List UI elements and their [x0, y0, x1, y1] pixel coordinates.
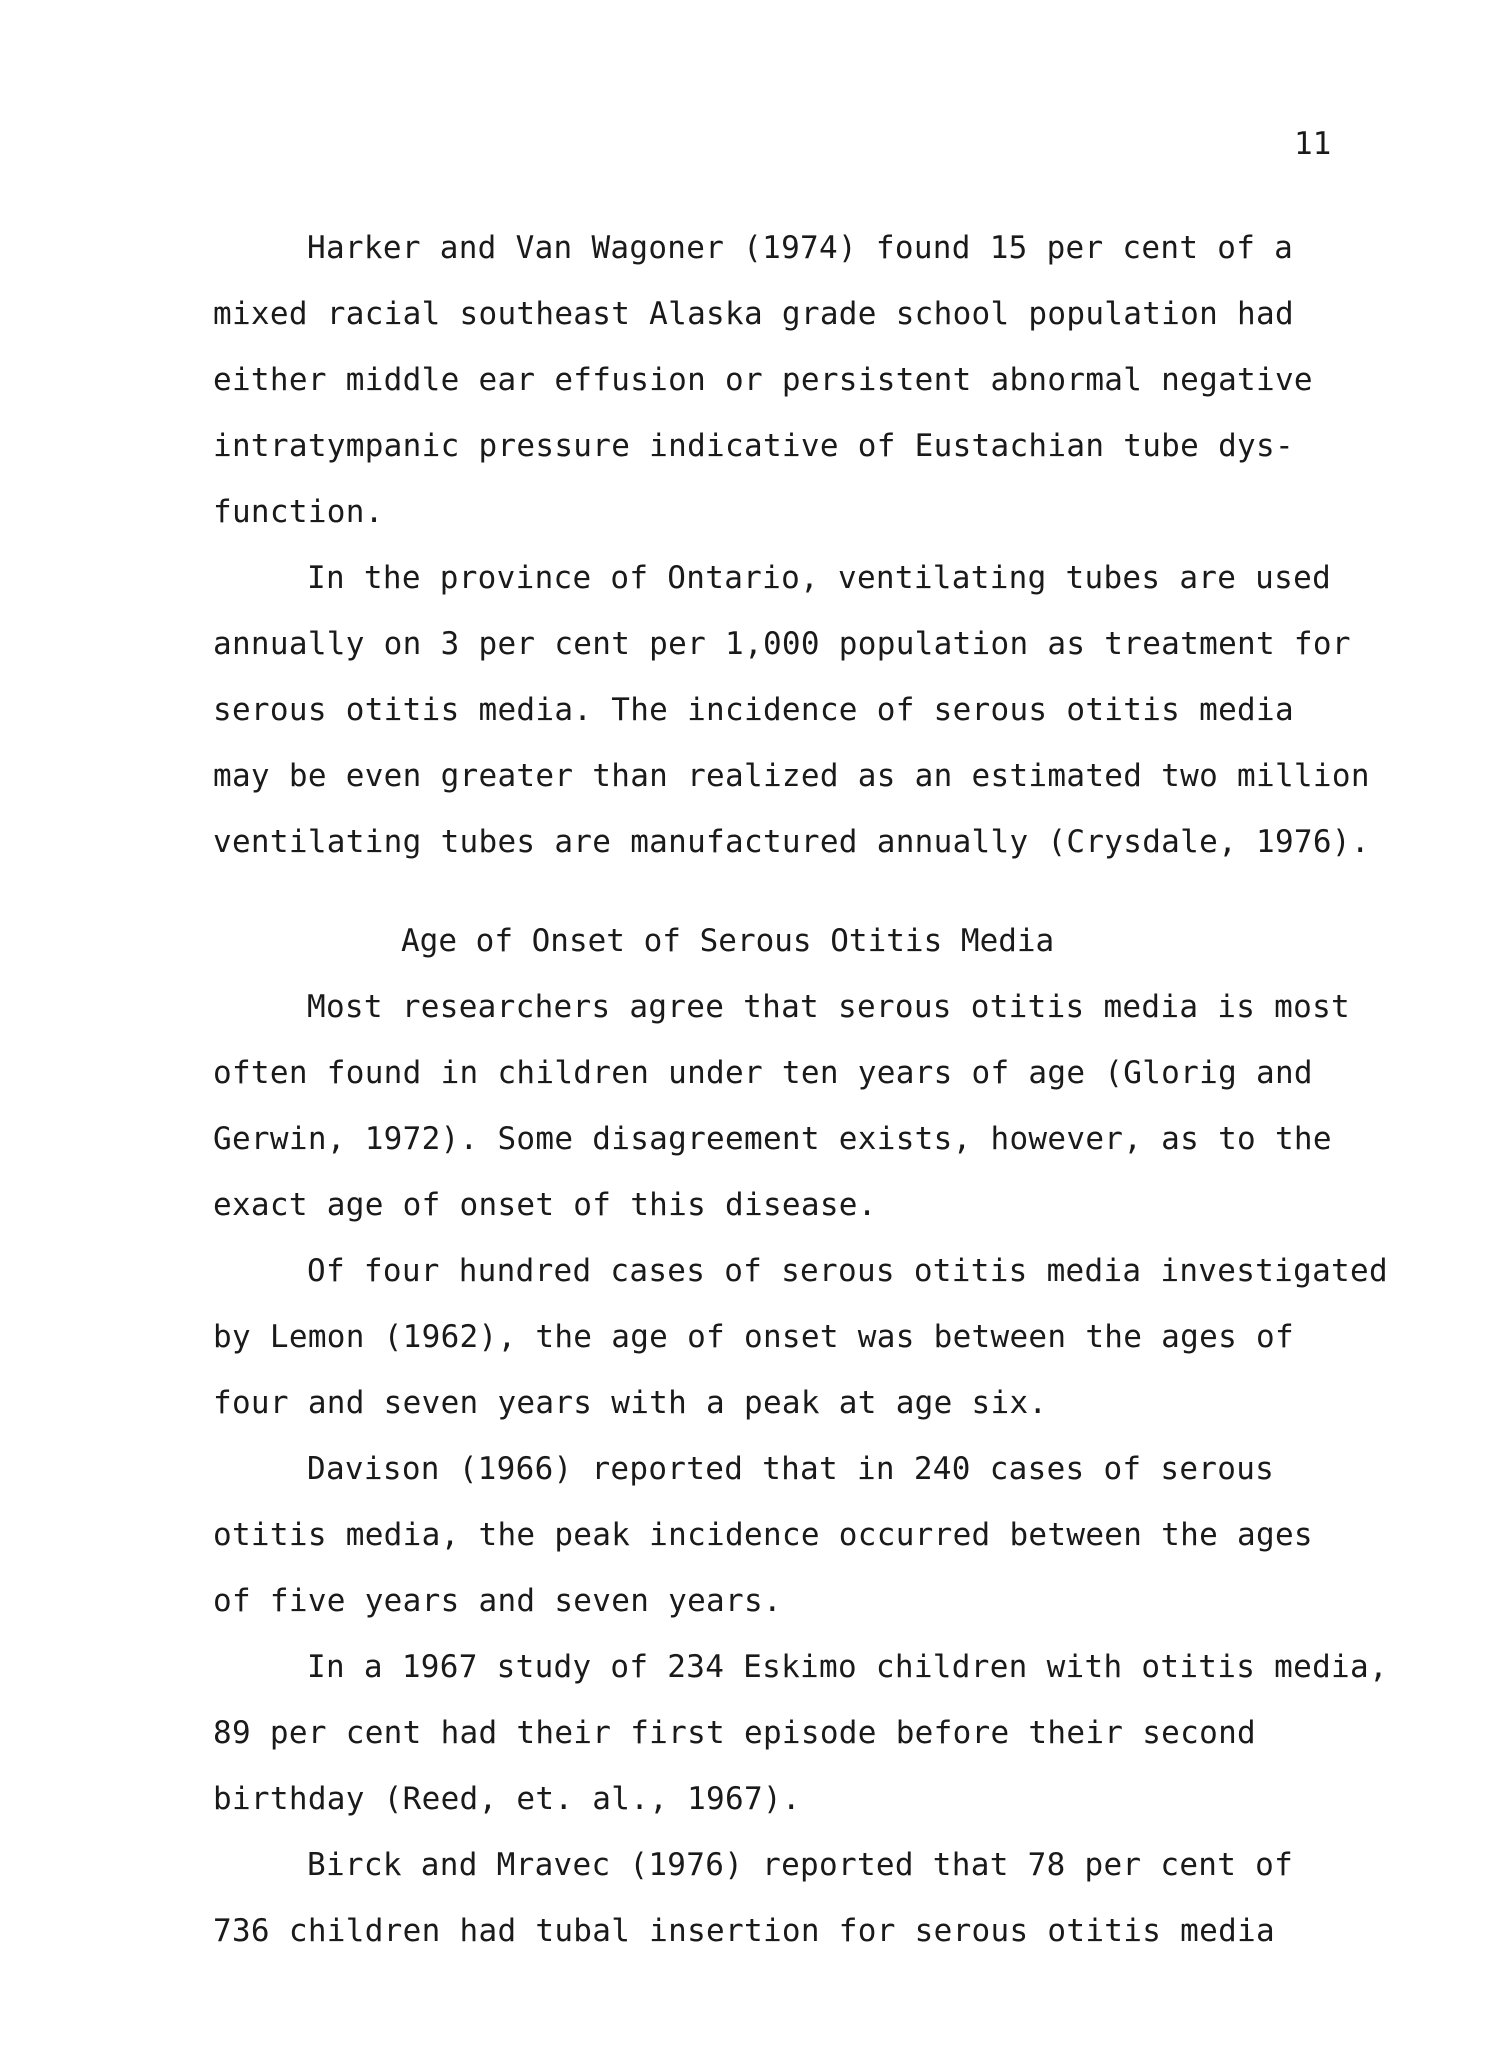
paragraph-2-line-4: may be even greater than realized as an estimated two million — [213, 758, 1370, 794]
page-number: 11 — [1294, 126, 1332, 162]
section-paragraph-5-line-1: Birck and Mravec (1976) reported that 78 per cent of — [307, 1847, 1294, 1883]
paragraph-1-line-2: mixed racial southeast Alaska grade school population had — [213, 296, 1294, 332]
section-paragraph-2-line-3: four and seven years with a peak at age six. — [213, 1385, 1048, 1421]
section-paragraph-3-line-2: otitis media, the peak incidence occurred between the ages — [213, 1517, 1313, 1553]
paragraph-2-line-1: In the province of Ontario, ventilating tubes are used — [307, 560, 1332, 596]
section-paragraph-2-line-1: Of four hundred cases of serous otitis media investigated — [307, 1253, 1388, 1289]
section-paragraph-1-line-1: Most researchers agree that serous otitis media is most — [307, 989, 1350, 1025]
paragraph-1-line-1: Harker and Van Wagoner (1974) found 15 per cent of a — [307, 230, 1294, 266]
paragraph-2-line-2: annually on 3 per cent per 1,000 population as treatment for — [213, 626, 1351, 662]
section-paragraph-5-line-2: 736 children had tubal insertion for serous otitis media — [213, 1913, 1275, 1949]
paragraph-2-line-3: serous otitis media. The incidence of serous otitis media — [213, 692, 1294, 728]
section-paragraph-1-line-2: often found in children under ten years of age (Glorig and — [213, 1055, 1313, 1091]
section-paragraph-3-line-1: Davison (1966) reported that in 240 cases of serous — [307, 1451, 1275, 1487]
section-heading: Age of Onset of Serous Otitis Media — [401, 923, 1055, 959]
section-paragraph-4-line-2: 89 per cent had their first episode before their second — [213, 1715, 1256, 1751]
paragraph-2-line-5: ventilating tubes are manufactured annually (Crysdale, 1976). — [213, 824, 1370, 860]
section-paragraph-4-line-3: birthday (Reed, et. al., 1967). — [213, 1781, 801, 1817]
paragraph-1-line-4: intratympanic pressure indicative of Eustachian tube dys- — [213, 428, 1294, 464]
section-paragraph-2-line-2: by Lemon (1962), the age of onset was between the ages of — [213, 1319, 1294, 1355]
section-paragraph-1-line-3: Gerwin, 1972). Some disagreement exists, however, as to the — [213, 1121, 1332, 1157]
paragraph-1-line-3: either middle ear effusion or persistent abnormal negative — [213, 362, 1313, 398]
section-paragraph-1-line-4: exact age of onset of this disease. — [213, 1187, 877, 1223]
section-paragraph-3-line-3: of five years and seven years. — [213, 1583, 782, 1619]
section-paragraph-4-line-1: In a 1967 study of 234 Eskimo children with otitis media, — [307, 1649, 1388, 1685]
paragraph-1-line-5: function. — [213, 494, 384, 530]
